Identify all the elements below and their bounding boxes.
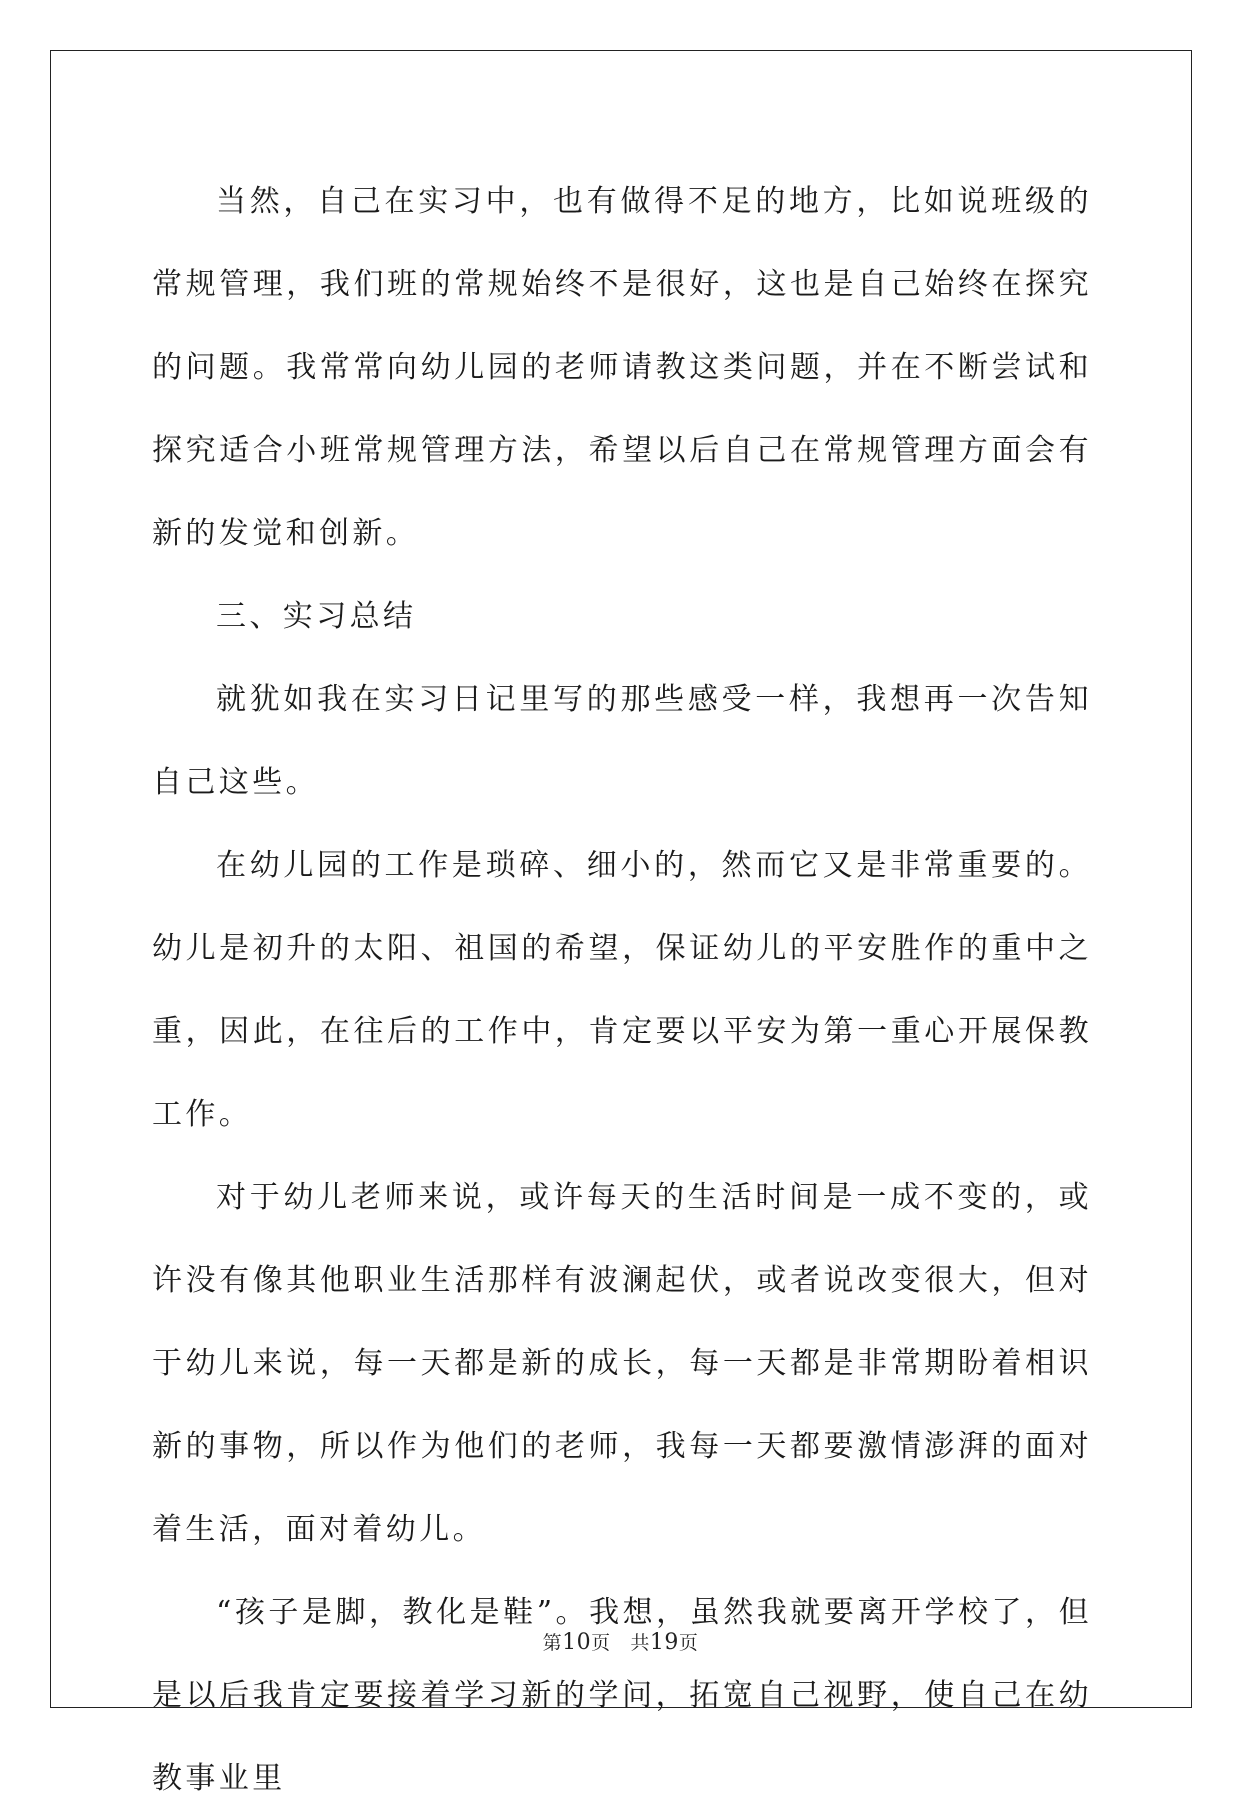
section-heading-summary: 三、实习总结	[216, 599, 417, 634]
footer-total-prefix: 共	[630, 1632, 650, 1654]
footer-total-pages: 19	[649, 1630, 679, 1655]
paragraph-feelings: 就犹如我在实习日记里写的那些感受一样，我想再一次告知自己这些。	[152, 682, 1092, 800]
paragraph-teacher-life: 对于幼儿老师来说，或许每天的生活时间是一成不变的，或许没有像其他职业生活那样有波澜起伏，或者说改变很大，但对于幼儿来说，每一天都是新的成长，每一天都是非常期盼着相识新的事物，所以作为他们的老师，我每一天都要激情澎湃的面对着生活，面对着幼儿。	[152, 1180, 1092, 1547]
paragraph-shortcomings: 当然，自己在实习中，也有做得不足的地方，比如说班级的常规管理，我们班的常规始终不是很好，这也是自己始终在探究的问题。我常常向幼儿园的老师请教这类问题，并在不断尝试和探究适合小班常规管理方法，希望以后自己在常规管理方面会有新的发觉和创新。	[152, 184, 1092, 551]
footer-prefix: 第	[542, 1632, 563, 1654]
footer-page-suffix: 页	[591, 1632, 611, 1654]
page-footer	[0, 1628, 1241, 1655]
paragraph-kindergarten-work: 在幼儿园的工作是琐碎、细小的，然而它又是非常重要的。幼儿是初升的太阳、祖国的希望，保证幼儿的平安胜作的重中之重，因此，在往后的工作中，肯定要以平安为第一重心开展保教工作。	[152, 848, 1092, 1132]
footer-total-suffix: 页	[678, 1632, 699, 1654]
document-body	[152, 160, 1092, 1820]
footer-page-number: 10	[562, 1630, 592, 1655]
paragraph-future-learning: “孩子是脚，教化是鞋”。我想，虽然我就要离开学校了，但是以后我肯定要接着学习新的学问，拓宽自己视野，使自己在幼教事业里	[152, 1595, 1092, 1796]
